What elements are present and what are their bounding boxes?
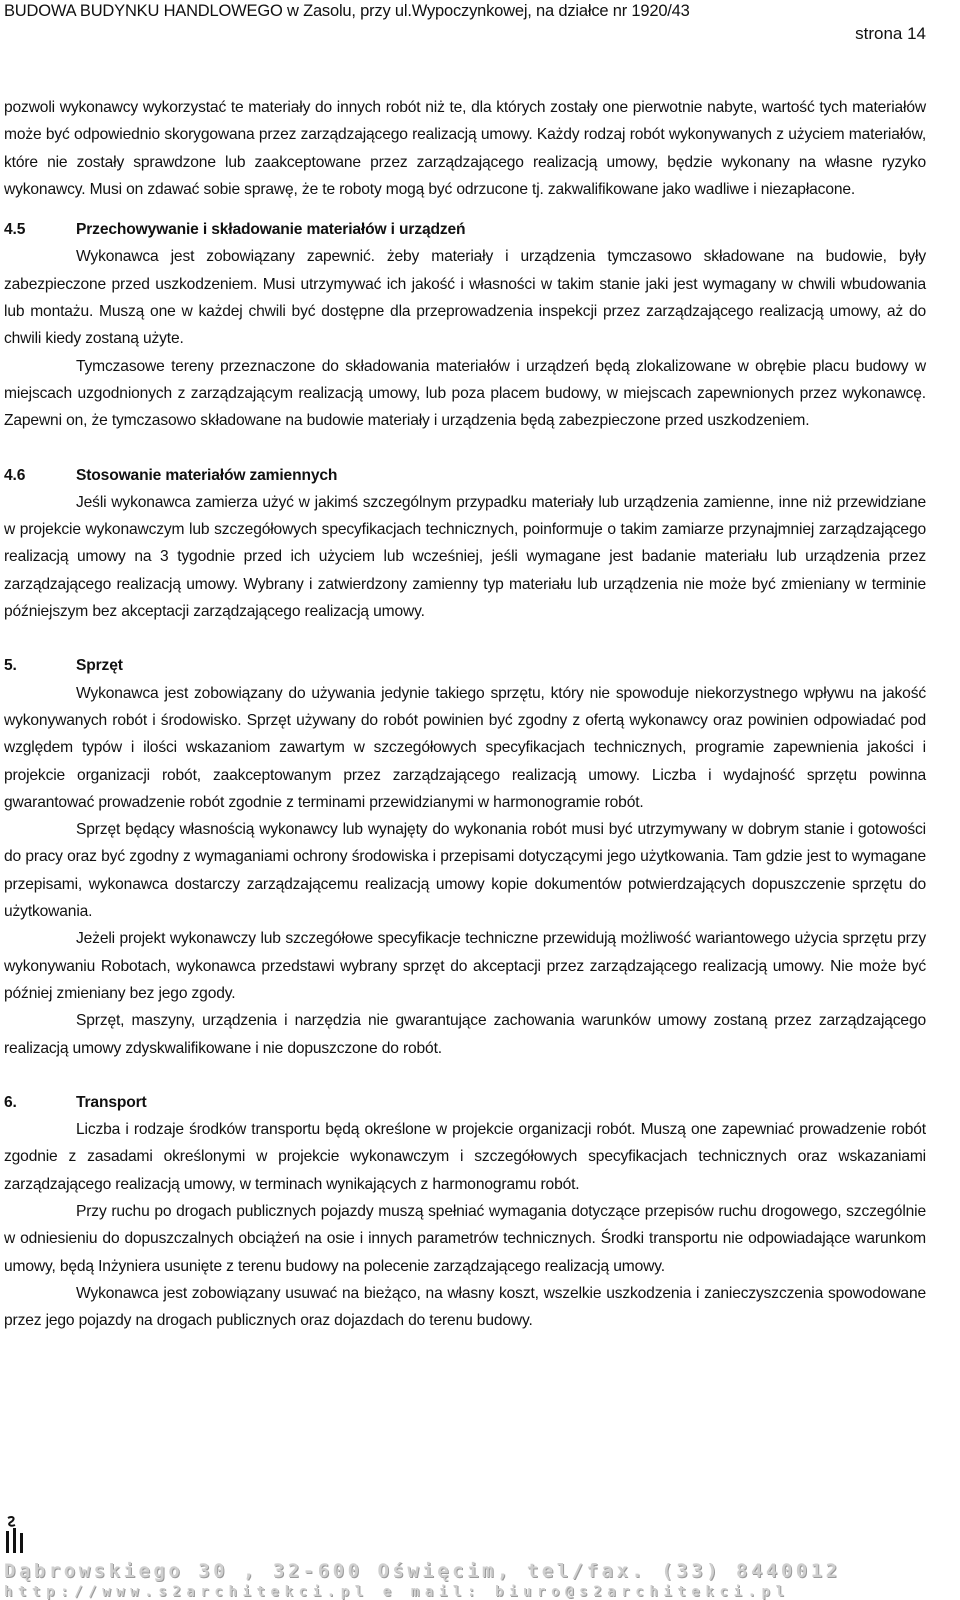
section-heading bbox=[4, 1089, 926, 1116]
section-number: 4.5 bbox=[4, 221, 26, 239]
section-4-5 bbox=[4, 216, 926, 434]
document-title: BUDOWA BUDYNKU HANDLOWEGO w Zasolu, przy ul.Wypoczynkowej, na działce nr 1920/43 bbox=[4, 2, 690, 20]
paragraph: Jeżeli projekt wykonawczy lub szczegółowe specyfikacje techniczne przewidują możliwość wariantowego użycia sprzętu przy wykonywaniu Robotach, wykonawca przedstawi wybrany sprzęt do akceptacji przez zarządzającego realizacją umowy. Nie może być później zmieniany bez jego zgody. bbox=[4, 930, 926, 1002]
paragraph: Tymczasowe tereny przeznaczone do składowania materiałów i urządzeń będą zlokalizowane w obrębie placu budowy w miejscach uzgodnionych z zarządzającym realizacją umowy, lub poza placem budowy, w miejscach zapewnionych przez wykonawcę. Zapewni on, że tymczasowo składowane na budowie materiały i urządzenia będą zabezpieczone przed uszkodzeniem. bbox=[4, 357, 926, 430]
paragraph: Przy ruchu po drogach publicznych pojazdy muszą spełniać wymagania dotyczące przepisów ruchu drogowego, szczególnie w odniesieniu do dopuszczalnych obciążeń na osie i innych parametrów technicznych. Środki transportu nie odpowiadające warunkom umowy, będą Inżyniera usunięte z terenu budowy na polecenie zarządzającego realizacją umowy. bbox=[4, 1202, 926, 1275]
document-body bbox=[4, 94, 926, 1334]
paragraph: Wykonawca jest zobowiązany zapewnić. żeby materiały i urządzenia tymczasowo składowane na budowie, były zabezpieczone przed uszkodzeniem. Musi utrzymywać ich jakość i własności w takim stanie jaki jest wymagany w chwili wbudowania lub montażu. Muszą one w każdej chwili być dostępne dla przeprowadzenia inspekcji przez zarządzającego realizacją umowy, aż do chwili kiedy zostaną użyte. bbox=[4, 248, 926, 348]
page-footer bbox=[0, 1560, 960, 1600]
footer-web: http://www.s2architekci.pl e mail: biuro@s2architekci.pl bbox=[4, 1584, 790, 1600]
section-heading bbox=[4, 462, 926, 489]
paragraph: Jeśli wykonawca zamierza użyć w jakimś szczególnym przypadku materiały lub urządzenia zamienne, inne niż przewidziane w projekcie wykonawczym lub szczegółowych specyfikacjach technicznych, poinformuje o takim zamiarze przynajmniej zarządzającego realizacją umowy na 3 tygodnie przed ich użyciem lub wcześniej, jeśli wymagane jest badanie materiału lub urządzenia przez zarządzającego realizacją umowy. Wybrany i zatwierdzony zamienny typ materiału lub urządzenia nie może być zmieniany w terminie późniejszym bez akceptacji zarządzającego realizacją umowy. bbox=[4, 493, 926, 621]
section-title: Sprzęt bbox=[76, 657, 123, 675]
paragraph: Sprzęt, maszyny, urządzenia i narzędzia nie gwarantujące zachowania warunków umowy zostaną przez zarządzającego realizacją umowy zdyskwalifikowane i nie dopuszczone do robót. bbox=[4, 1012, 926, 1057]
section-number: 4.6 bbox=[4, 466, 26, 484]
paragraph: Wykonawca jest zobowiązany usuwać na bieżąco, na własny koszt, wszelkie uszkodzenia i zanieczyszczenia spowodowane przez jego pojazdy na drogach publicznych oraz dojazdach do terenu budowy. bbox=[4, 1284, 926, 1330]
section-title: Transport bbox=[76, 1093, 147, 1111]
s2-logo-icon bbox=[4, 1515, 30, 1555]
section-number: 5. bbox=[4, 657, 17, 675]
section-heading bbox=[4, 216, 926, 243]
paragraph: Sprzęt będący własnością wykonawcy lub wynajęty do wykonania robót musi być utrzymywany w dobrym stanie i gotowości do pracy oraz być zgodny z wymaganiami ochrony środowiska i przepisami dotyczącymi jego użytkowania. Tam gdzie jest to wymagane przepisami, wykonawca dostarczy zarządzającemu realizacją umowy kopie dokumentów potwierdzających dopuszczenie sprzętu do użytkowania. bbox=[4, 821, 926, 921]
paragraph: Liczba i rodzaje środków transportu będą określone w projekcie organizacji robót. Muszą one zapewniać prowadzenie robót zgodnie z zasadami określonymi w projekcie wykonawczym i szczegółowych specyfikacjach technicznych oraz wskazaniami zarządzającego realizacją umowy, w terminach wynikających z harmonogramu robót. bbox=[4, 1121, 926, 1193]
paragraph: Wykonawca jest zobowiązany do używania jedynie takiego sprzętu, który nie spowoduje niekorzystnego wpływu na jakość wykonywanych robót i środowisko. Sprzęt używany do robót powinien być zgodny z ofertą wykonawcy oraz powinien odpowiadać pod względem typów i ilości wskazaniom zawartym w szczegółowych specyfikacjach technicznych, programie zapewnienia jakości i projekcie organizacji robót, zaakceptowanym przez zarządzającego realizacją umowy. Liczba i wydajność sprzętu powinna gwarantować prowadzenie robót zgodnie z terminami przewidzianymi w harmonogramie robót. bbox=[4, 684, 926, 811]
section-heading bbox=[4, 652, 926, 679]
section-4-6 bbox=[4, 462, 926, 626]
footer-address: Dąbrowskiego 30 , 32-600 Oświęcim, tel/fax. (33) 8440012 bbox=[4, 1560, 841, 1582]
intro-paragraph: pozwoli wykonawcy wykorzystać te materiały do innych robót niż te, dla których zostały one pierwotnie nabyte, wartość tych materiałów może być odpowiednio skorygowana przez zarządzającego realizacją umowy. Każdy rodzaj robót wykonywanych z użyciem materiałów, które nie zostały sprawdzone lub zaakceptowane przez zarządzającego realizacją umowy, będzie wykonany na własne ryzyko wykonawcy. Musi on zdawać sobie sprawę, że te roboty mogą być odrzucone tj. zakwalifikowane jako wadliwe i niezapłacone. bbox=[4, 99, 926, 198]
section-5 bbox=[4, 652, 926, 1061]
section-6 bbox=[4, 1089, 926, 1335]
section-title: Przechowywanie i składowanie materiałów i urządzeń bbox=[76, 221, 466, 239]
page-number: strona 14 bbox=[855, 24, 926, 43]
section-title: Stosowanie materiałów zamiennych bbox=[76, 466, 338, 484]
section-number: 6. bbox=[4, 1093, 17, 1111]
